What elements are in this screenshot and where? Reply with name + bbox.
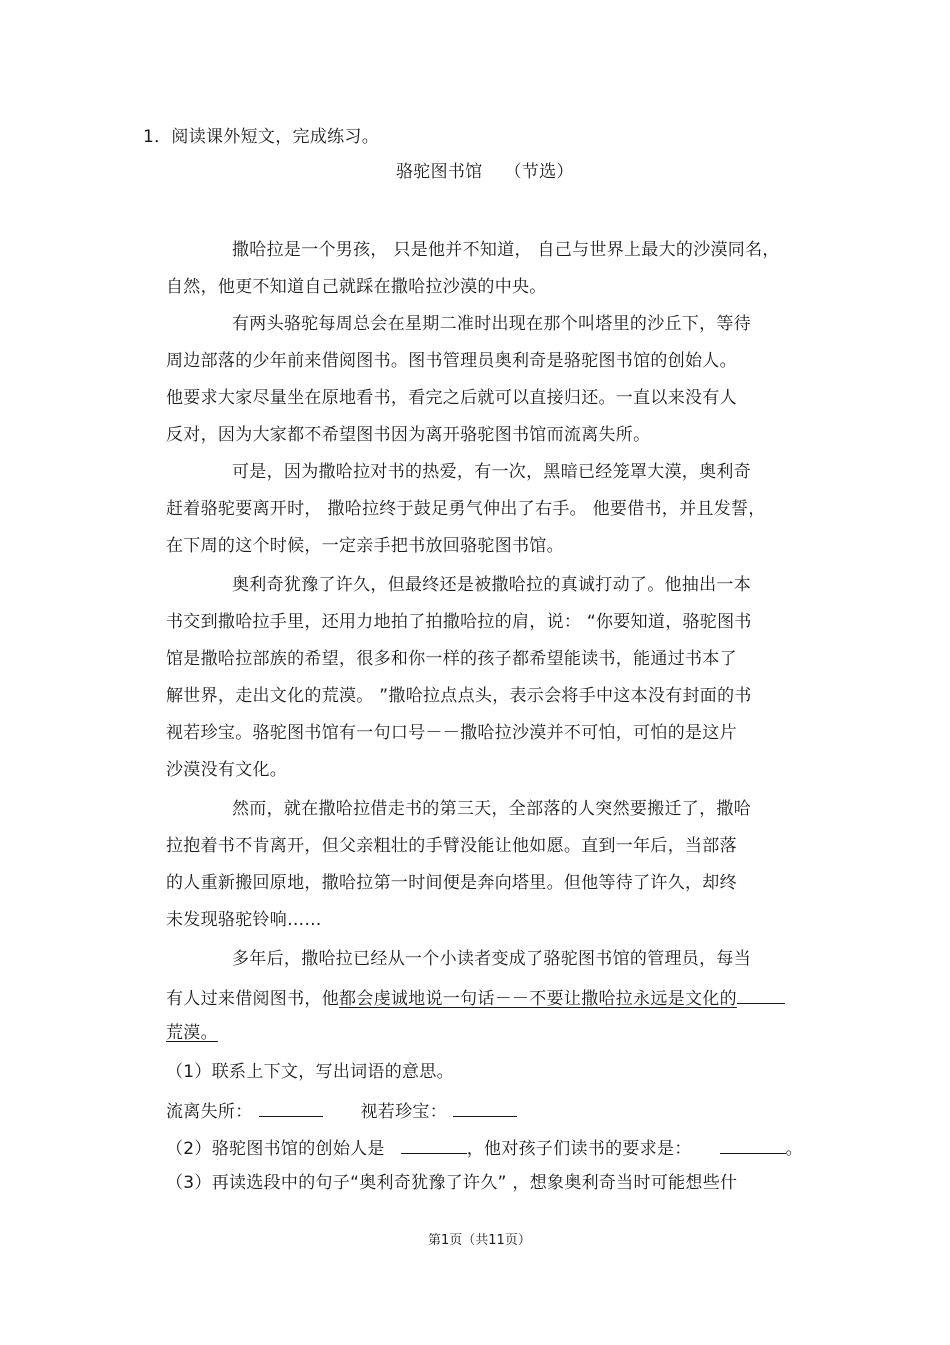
passage-line: 拉抱着书不肯离开，但父亲粗壮的手臂没能让他如愿。直到一年后，当部落 (166, 836, 737, 856)
passage-line: 馆是撒哈拉部族的希望，很多和你一样的孩子都希望能读书，能通过书本了 (166, 649, 737, 669)
underlined-sentence: 都会虔诚地说一句话－－不要让撒哈拉永远是文化的 (339, 989, 737, 1009)
passage-line: 沙漠没有文化。 (166, 760, 288, 780)
passage-line: 解世界，走出文化的荒漠。 ”撒哈拉点点头，表示会将手中这本没有封面的书 (166, 686, 752, 706)
passage-line: 视若珍宝。骆驼图书馆有一句口号－－撒哈拉沙漠并不可怕，可怕的是这片 (166, 723, 737, 743)
passage-line: 赶着骆驼要离开时， 撒哈拉终于鼓足勇气伸出了右手。 他要借书，并且发誓， (166, 499, 766, 519)
sub-question-2-end: 。 (785, 1139, 803, 1159)
question-number: 1． (143, 127, 172, 147)
answer-blank-1[interactable] (259, 1098, 323, 1117)
passage-line: 多年后，撒哈拉已经从一个小读者变成了骆驼图书馆的管理员，每当 (232, 949, 751, 969)
passage-line: 他要求大家尽量坐在原地看书，看完之后就可以直接归还。一直以来没有人 (166, 388, 737, 408)
passage-line: 未发现骆驼铃响…… (166, 910, 322, 930)
sub-question-1: （1）联系上下文，写出词语的意思。 (166, 1062, 454, 1082)
sub-question-3: （3）再读选段中的句子“奥利奇犹豫了许久” ，想象奥利奇当时可能想些什 (166, 1173, 738, 1193)
answer-blank-founder[interactable] (401, 1135, 467, 1154)
underline-blank (737, 985, 785, 1004)
term-liulishisuo: 流离失所： (166, 1102, 253, 1122)
passage-line: 可是，因为撒哈拉对书的热爱，有一次，黑暗已经笼罩大漠，奥利奇 (232, 462, 751, 482)
passage-title-text: 骆驼图书馆 (396, 162, 483, 182)
passage-line-prefix: 有人过来借阅图书，他 (166, 989, 339, 1009)
passage-line: 有两头骆驼每周总会在星期二准时出现在那个叫塔里的沙丘下，等待 (232, 314, 751, 334)
sub-question-1-answers (166, 1098, 517, 1123)
page-footer: 第1页（共11页） (428, 1233, 531, 1248)
answer-blank-requirement[interactable] (720, 1135, 786, 1154)
term-shiruozhenbao: 视若珍宝： (360, 1102, 447, 1122)
sub-question-2-part-a: （2）骆驼图书馆的创始人是 (166, 1139, 385, 1159)
passage-line-end (166, 1022, 218, 1044)
passage-line: 反对，因为大家都不希望图书因为离开骆驼图书馆而流离失所。 (166, 425, 651, 445)
sub-question-2-part-b: ，他对孩子们读书的要求是： (466, 1139, 692, 1159)
passage-line: 然而，就在撒哈拉借走书的第三天，全部落的人突然要搬迁了，撒哈 (232, 799, 751, 819)
question-instruction: 阅读课外短文，完成练习。 (171, 127, 380, 147)
passage-line: 在下周的这个时候，一定亲手把书放回骆驼图书馆。 (166, 536, 564, 556)
passage-line: 的人重新搬回原地，撒哈拉第一时间便是奔向塔里。但他等待了许久，却终 (166, 873, 737, 893)
passage-line: 周边部落的少年前来借阅图书。图书管理员奥利奇是骆驼图书馆的创始人。 (166, 351, 737, 371)
passage-line: 奥利奇犹豫了许久，但最终还是被撒哈拉的真诚打动了。他抽出一本 (232, 575, 751, 595)
question-header (143, 126, 379, 148)
passage-line-with-underline (166, 985, 785, 1010)
passage-line: 自然，他更不知道自己就踩在撒哈拉沙漠的中央。 (166, 277, 547, 297)
passage-title-note: （节选） (504, 162, 574, 182)
passage-title (396, 161, 574, 183)
answer-blank-2[interactable] (453, 1098, 517, 1117)
passage-line: 书交到撒哈拉手里，还用力地拍了拍撒哈拉的肩，说： “你要知道，骆驼图书 (166, 612, 752, 632)
passage-line: 撒哈拉是一个男孩， 只是他并不知道， 自己与世界上最大的沙漠同名， (232, 240, 780, 260)
underlined-sentence-end: 荒漠。 (166, 1023, 218, 1043)
sub-question-2 (166, 1135, 803, 1160)
